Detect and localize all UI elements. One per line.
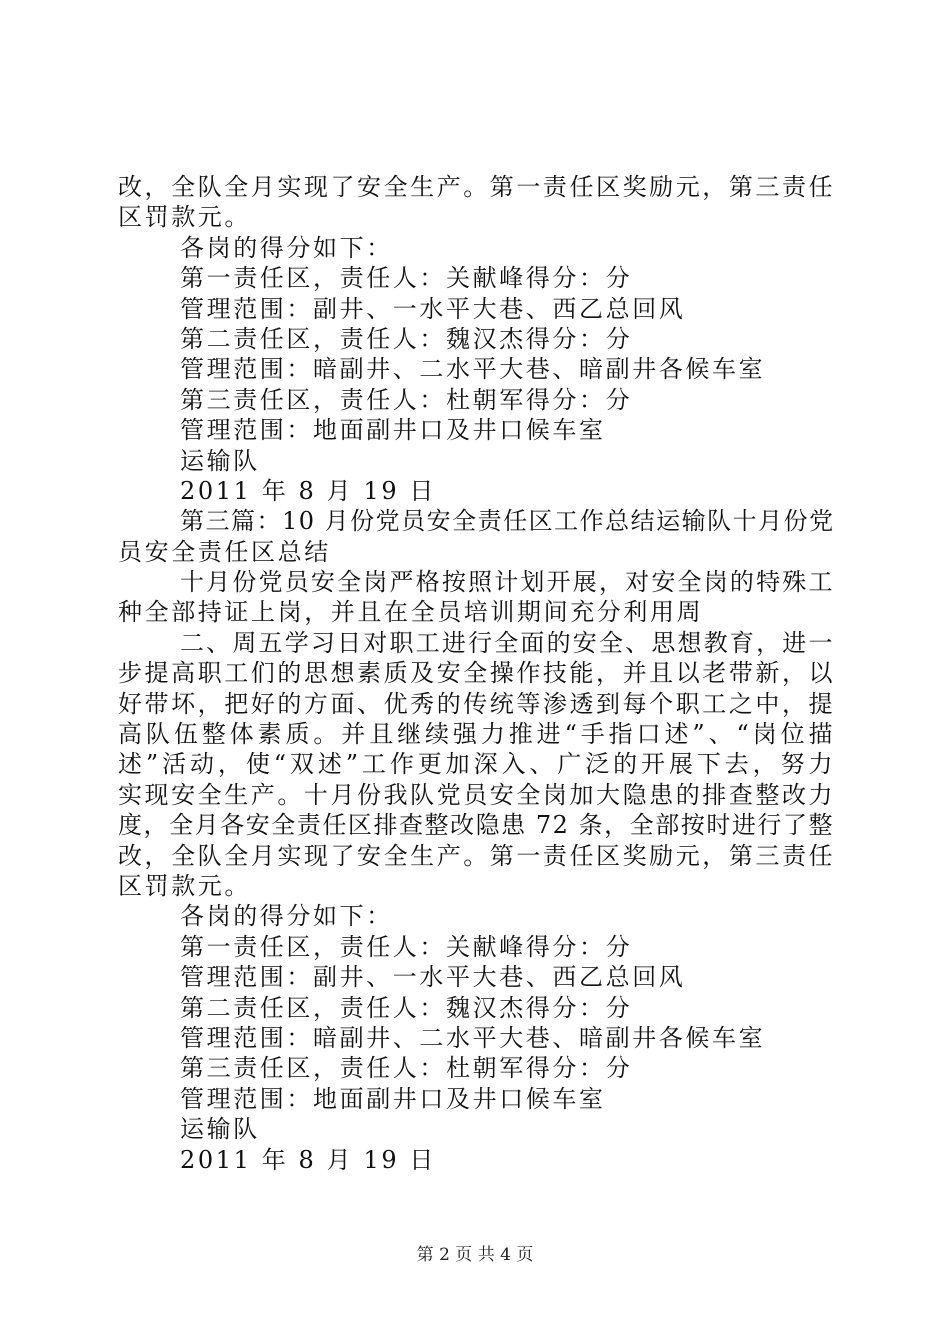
text-line: 管理范围：副井、一水平大巷、西乙总回风 — [180, 963, 686, 992]
text-line: 种全部持证上岗，并且在全员培训期间充分利用周 — [118, 598, 704, 627]
text-line: 度，全月各安全责任区排查整改隐患 72 条，全部按时进行了整 — [118, 811, 834, 840]
text-line: 改，全队全月实现了安全生产。第一责任区奖励元，第三责任 — [118, 173, 834, 201]
text-line: 运输队 — [180, 446, 260, 475]
text-line: 述”活动，使“双述”工作更加深入、广泛的开展下去，努力 — [118, 750, 834, 779]
text-line: 管理范围：地面副井口及井口候车室 — [180, 416, 606, 445]
text-line: 管理范围：地面副井口及井口候车室 — [180, 1084, 606, 1113]
text-line: 十月份党员安全岗严格按照计划开展，对安全岗的特殊工 — [180, 568, 834, 597]
page-number-footer: 第 2 页 共 4 页 — [416, 1245, 534, 1265]
text-line: 各岗的得分如下： — [180, 902, 393, 931]
text-line: 管理范围：暗副井、二水平大巷、暗副井各候车室 — [180, 1023, 766, 1052]
text-line: 第三篇：10 月份党员安全责任区工作总结运输队十月份党 — [180, 507, 835, 536]
text-line: 好带坏，把好的方面、优秀的传统等渗透到每个职工之中，提 — [118, 689, 834, 718]
text-line: 高队伍整体素质。并且继续强力推进“手指口述”、“岗位描 — [118, 720, 834, 749]
text-line: 第二责任区，责任人：魏汉杰得分：分 — [180, 993, 633, 1022]
text-line: 第三责任区，责任人：杜朝军得分：分 — [180, 1054, 633, 1083]
text-line: 二、周五学习日对职工进行全面的安全、思想教育，进一 — [180, 628, 834, 657]
text-line: 区罚款元。 — [118, 871, 251, 900]
text-line: 员安全责任区总结 — [118, 537, 331, 566]
text-line: 2011 年 8 月 19 日 — [180, 1145, 437, 1174]
text-line: 区罚款元。 — [118, 203, 251, 232]
text-line: 各岗的得分如下： — [180, 233, 393, 262]
text-line: 2011 年 8 月 19 日 — [180, 476, 437, 505]
text-line: 改，全队全月实现了安全生产。第一责任区奖励元，第三责任 — [118, 841, 834, 870]
text-line: 第一责任区，责任人：关献峰得分：分 — [180, 264, 633, 293]
text-line: 第二责任区，责任人：魏汉杰得分：分 — [180, 324, 633, 353]
text-line: 第三责任区，责任人：杜朝军得分：分 — [180, 385, 633, 414]
text-line: 管理范围：副井、一水平大巷、西乙总回风 — [180, 294, 686, 323]
document-body — [118, 172, 834, 1175]
text-line: 运输队 — [180, 1115, 260, 1144]
text-line: 步提高职工们的思想素质及安全操作技能，并且以老带新，以 — [118, 659, 834, 688]
text-line: 管理范围：暗副井、二水平大巷、暗副井各候车室 — [180, 355, 766, 384]
text-line: 实现安全生产。十月份我队党员安全岗加大隐患的排查整改力 — [118, 780, 834, 809]
text-line: 第一责任区，责任人：关献峰得分：分 — [180, 932, 633, 961]
